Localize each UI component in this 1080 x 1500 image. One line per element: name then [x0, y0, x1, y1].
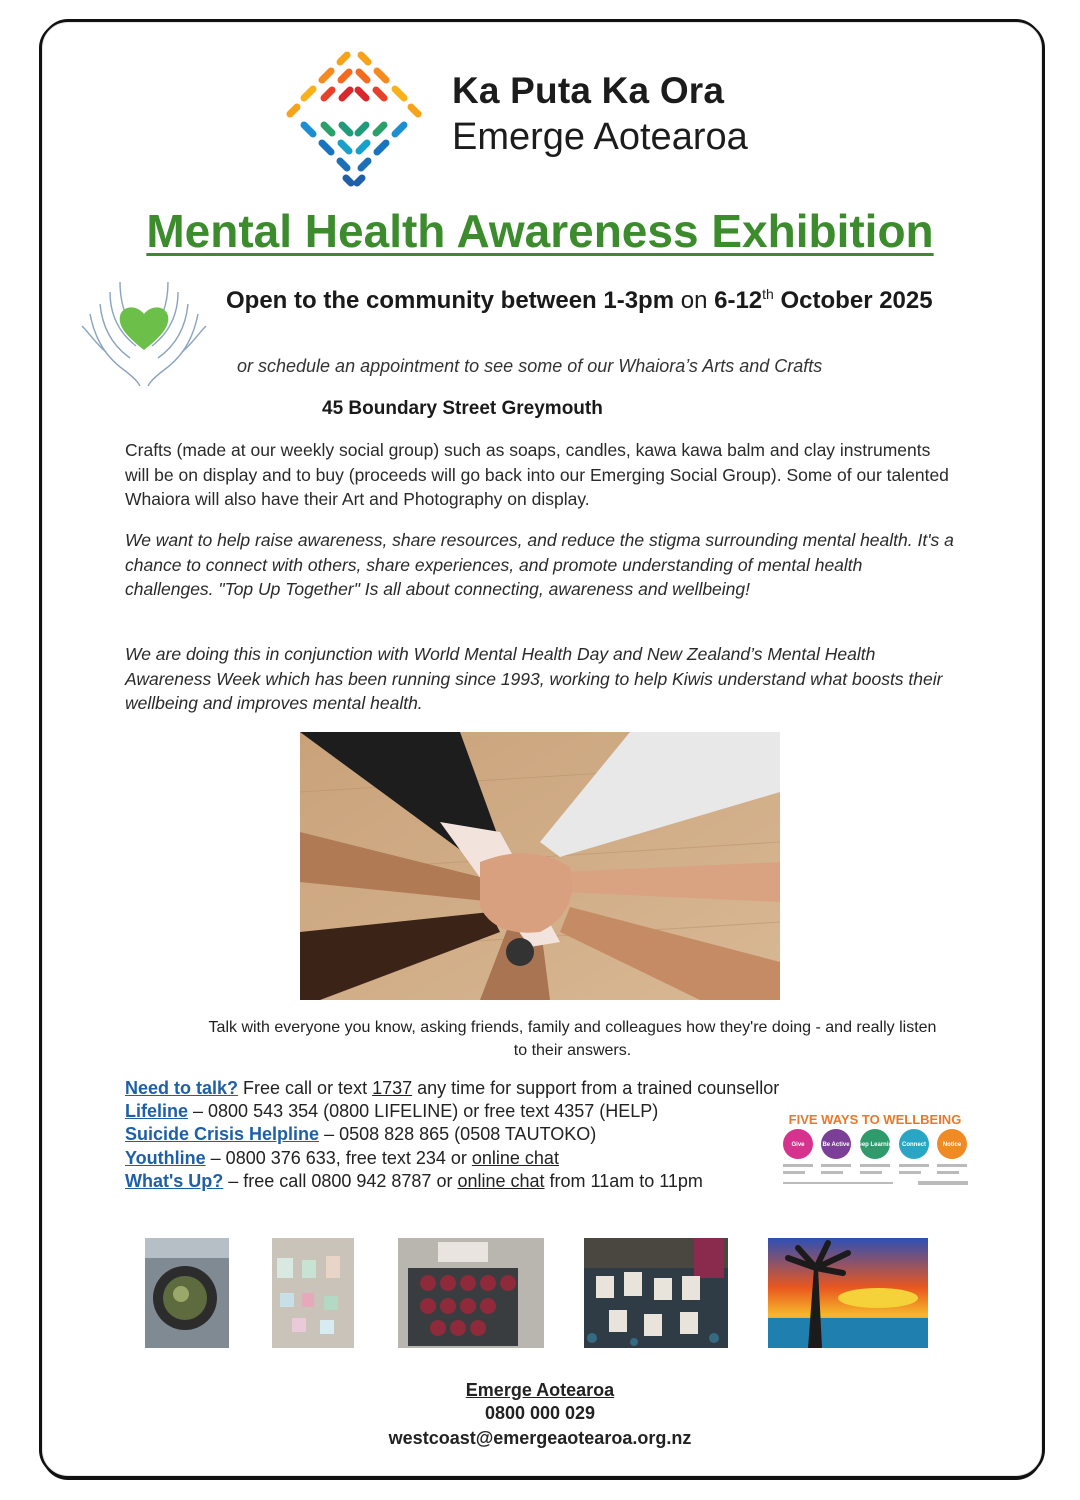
- craft-photo-candles: [398, 1238, 544, 1348]
- opening-date-tail: October 2025: [780, 287, 933, 314]
- helpline-text: – 0800 376 633, free text 234 or: [205, 1148, 472, 1168]
- helpline-text-post: any time for support from a trained counsellor: [412, 1078, 780, 1098]
- helpline-text-post: from 11am to 11pm: [544, 1171, 703, 1191]
- page-title: Mental Health Awareness Exhibition: [146, 205, 934, 257]
- helpline-row: [125, 1078, 779, 1099]
- helpline-text: – 0800 543 354 (0800 LIFELINE) or free text 4357 (HELP): [188, 1101, 659, 1121]
- helpline-row: [125, 1101, 658, 1122]
- logo-icon: [284, 50, 424, 190]
- helpline-text: Free call or text: [238, 1078, 373, 1098]
- five-ways-title: FIVE WAYS TO WELLBEING: [788, 1112, 962, 1127]
- bubble-give: Give: [791, 1142, 805, 1148]
- appointment-note: or schedule an appointment to see some of our Whaiora’s Arts and Crafts: [237, 356, 823, 376]
- footer-org: [0, 1380, 1080, 1401]
- helpline-row: [125, 1148, 559, 1169]
- helpline-text: – free call 0800 942 8787 or: [223, 1171, 458, 1191]
- opening-on: on: [680, 287, 708, 314]
- youthline-online-chat-link[interactable]: online chat: [471, 1148, 559, 1168]
- opening-lead: Open to the community between 1-3pm: [226, 287, 675, 314]
- need-to-talk-link[interactable]: Need to talk?: [125, 1078, 239, 1098]
- opening-times: [226, 278, 946, 317]
- craft-photo-jars: [584, 1238, 728, 1348]
- crafts-paragraph: Crafts (made at our weekly social group) such as soaps, candles, kawa kawa balm and clay instruments will be on display and to buy (proceeds will go back into our Emerging Social Group). Some of our talented Whaiora will also have their Art and Photography on display.: [125, 440, 949, 509]
- helpline-text: – 0508 828 865 (0508 TAUTOKO): [319, 1124, 597, 1144]
- footer-email[interactable]: westcoast@emergeaotearoa.org.nz: [388, 1428, 692, 1448]
- conjunction-paragraph: We are doing this in conjunction with World Mental Health Day and New Zealand’s Mental Health Awareness Week which has been running since 1993, working to help Kiwis understand what boosts their wellbeing and improves mental health.: [125, 644, 943, 713]
- talk-message: Talk with everyone you know, asking friends, family and colleagues how they're doing - and really listen to their answers.: [208, 1019, 937, 1059]
- bubble-be-active: Be Active: [822, 1142, 850, 1148]
- bubble-keep-learning: Keep Learning: [854, 1142, 896, 1148]
- whats-up-link[interactable]: What's Up?: [125, 1171, 224, 1191]
- craft-photo-pot: [145, 1238, 229, 1348]
- whats-up-online-chat-link[interactable]: online chat: [457, 1171, 545, 1191]
- awareness-paragraph: We want to help raise awareness, share resources, and reduce the stigma surrounding mental health. It's a chance to connect with others, share experiences, and promote understanding of mental health challenges. "Top Up Together" Is all about connecting, awareness and wellbeing!: [125, 530, 954, 599]
- helpline-row: [125, 1171, 703, 1192]
- hands-heart-icon: [80, 274, 208, 388]
- footer-phone: 0800 000 029: [484, 1403, 596, 1423]
- logo-subtitle: Emerge Aotearoa: [452, 116, 748, 158]
- helpline-number: 1737: [372, 1078, 413, 1098]
- helpline-row: [125, 1124, 596, 1145]
- lifeline-link[interactable]: Lifeline: [125, 1101, 189, 1121]
- bubble-connect: Connect: [902, 1142, 926, 1148]
- bubble-notice: Notice: [942, 1142, 962, 1148]
- logo-title: Ka Puta Ka Ora: [452, 70, 725, 111]
- opening-date: 6-12: [714, 287, 763, 314]
- five-ways-wellbeing-graphic: [778, 1108, 972, 1188]
- footer-org-name[interactable]: Emerge Aotearoa: [465, 1380, 615, 1400]
- craft-photo-soaps: [272, 1238, 354, 1348]
- address: 45 Boundary Street Greymouth: [322, 398, 603, 419]
- suicide-crisis-helpline-link[interactable]: Suicide Crisis Helpline: [125, 1124, 320, 1144]
- youthline-link[interactable]: Youthline: [125, 1148, 206, 1168]
- opening-date-suffix: th: [762, 286, 774, 302]
- artwork-photo-sunset: [768, 1238, 928, 1348]
- hands-together-photo: [300, 732, 780, 1000]
